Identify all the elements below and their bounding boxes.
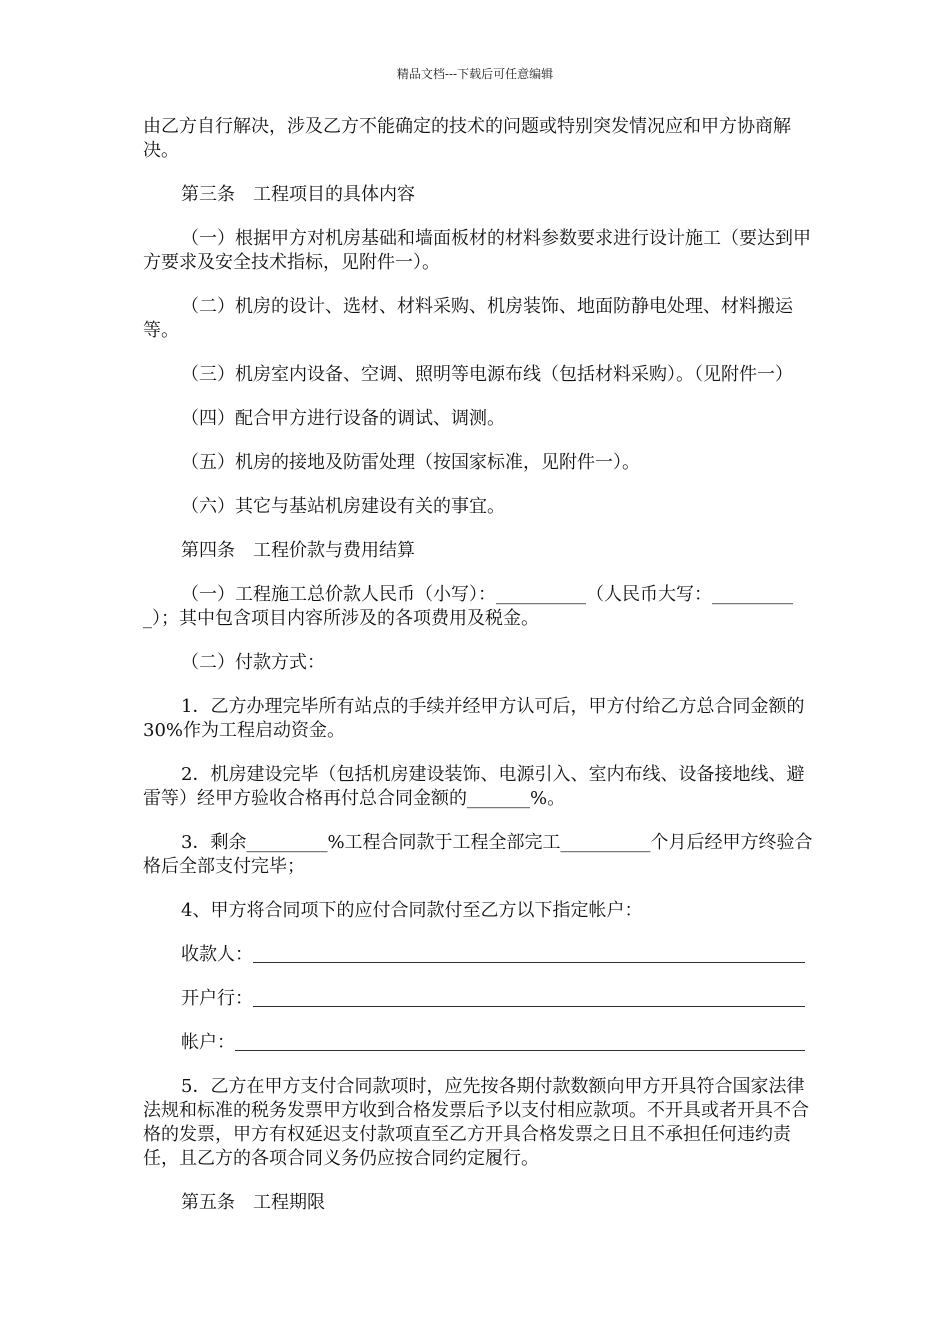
payee-label: 收款人： — [181, 944, 253, 965]
payment-clause-1: 1．乙方办理完毕所有站点的手续并经甲方认可后，甲方付给乙方总合同金额的30%作为工程启动资金。 — [143, 696, 805, 741]
payee-row — [181, 943, 815, 967]
article-3-item-4: （四）配合甲方进行设备的调试、调测。 — [181, 408, 505, 429]
account-blank-line — [235, 1049, 805, 1051]
article-3-item-6: （六）其它与基站机房建设有关的事宜。 — [181, 496, 505, 517]
article-3-item-3: （三）机房室内设备、空调、照明等电源布线（包括材料采购）。（见附件一） — [181, 364, 793, 385]
article-4-item-2: （二）付款方式： — [181, 652, 325, 673]
article-4-heading: 第四条 工程价款与费用结算 — [181, 540, 415, 561]
bank-row — [181, 987, 815, 1011]
payment-clause-5: 5．乙方在甲方支付合同款项时，应先按各期付款数额向甲方开具符合国家法律法规和标准的税务发票甲方收到合格发票后予以支付相应款项。不开具或者开具不合格的发票，甲方有权延迟支付款项直至乙方开具合格发票之日且不承担任何违约责任，且乙方的各项合同义务仍应按合同约定履行。 — [143, 1076, 809, 1169]
article-5-heading: 第五条 工程期限 — [181, 1192, 325, 1213]
bank-label: 开户行： — [181, 988, 253, 1009]
paragraph-continuation: 由乙方自行解决，涉及乙方不能确定的技术的问题或特别突发情况应和甲方协商解决。 — [143, 116, 791, 161]
article-3-item-2: （二）机房的设计、选材、材料采购、机房装饰、地面防静电处理、材料搬运等。 — [143, 296, 793, 341]
article-3-item-5: （五）机房的接地及防雷处理（按国家标准，见附件一）。 — [181, 452, 640, 473]
account-row — [181, 1031, 815, 1055]
payment-clause-4: 4、甲方将合同项下的应付合同款付至乙方以下指定帐户： — [181, 900, 643, 921]
payment-clause-2: 2．机房建设完毕（包括机房建设装饰、电源引入、室内布线、设备接地线、避雷等）经甲方验收合格再付总合同金额的_______%。 — [143, 764, 805, 809]
bank-blank-line — [253, 1005, 805, 1007]
article-3-item-1: （一）根据甲方对机房基础和墙面板材的材料参数要求进行设计施工（要达到甲方要求及安全技术指标，见附件一）。 — [143, 228, 811, 273]
payee-blank-line — [253, 961, 805, 963]
document-body — [143, 115, 815, 1235]
page-header: 精品文档---下载后可任意编辑 — [396, 67, 554, 81]
payment-clause-3: 3．剩余_________%工程合同款于工程全部完工__________个月后经甲方终验合格后全部支付完毕； — [143, 832, 813, 877]
article-4-item-1: （一）工程施工总价款人民币（小写）：__________（人民币大写：__________）；其中包含项目内容所涉及的各项费用及税金。 — [143, 584, 793, 629]
account-label: 帐户： — [181, 1032, 235, 1053]
article-3-heading: 第三条 工程项目的具体内容 — [181, 184, 415, 205]
